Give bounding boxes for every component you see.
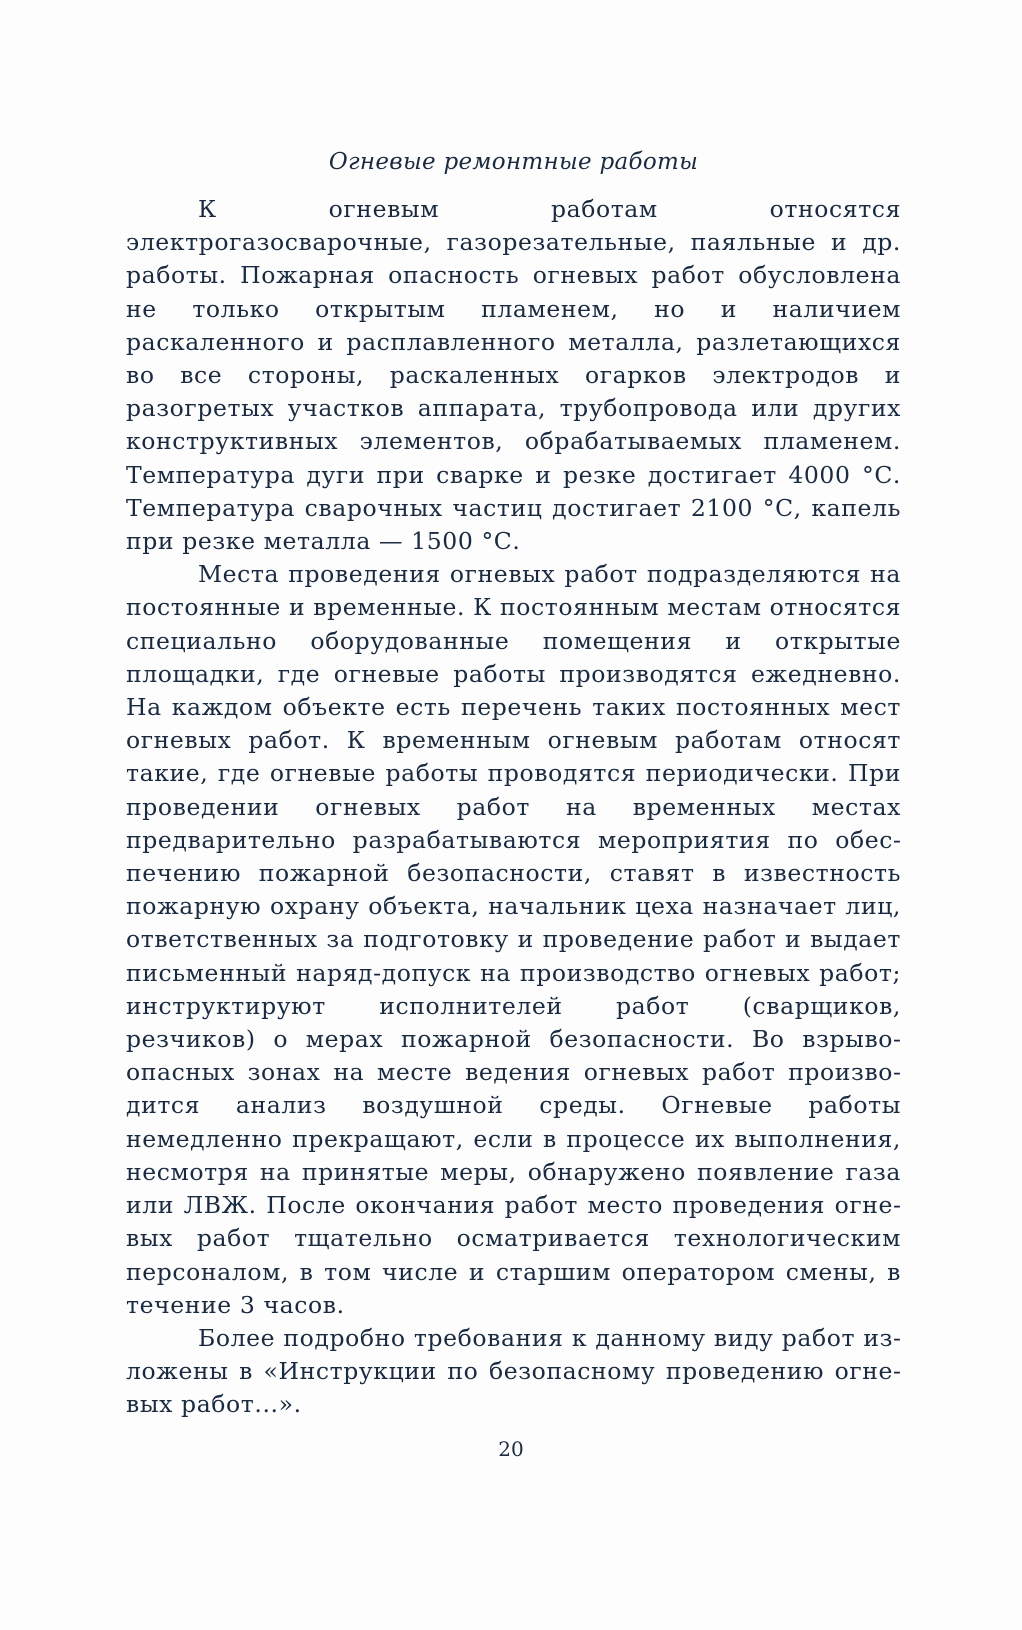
paragraph-work-locations: Места проведения огневых работ подразделяются на постоянные и временные. К постоянным местам относятся специально оборудованные помещения и открытые площадки, где огневые работы производятся ежедневно. На каждом объекте есть перечень таких постоянных мест огневых работ. К временным огневым работам относят такие, где огневые работы проводятся периодически. При проведении огневых работ на временных местах предварительно разрабатываются мероприятия по обеспечению пожарной безопасности, ставят в известность пожарную охрану объекта, начальник цеха назначает лиц, ответственных за подготовку и проведение работ и выдает письменный наряд-допуск на производство огневых работ; инструктируют исполнителей работ (сварщиков, резчиков) о мерах пожарной безопасности. Во взрывоопасных зонах на месте ведения огневых работ производится анализ воздушной среды. Огневые работы немедленно прекращают, если в процессе их выполнения, несмотря на принятые меры, обнаружено появление газа или ЛВЖ. После окончания работ место проведения огневых работ тщательно осматривается технологическим персоналом, в том числе и старшим оператором смены, в течение 3 часов. — [126, 560, 901, 1319]
section-title: Огневые ремонтные работы — [328, 149, 699, 175]
paragraph-fire-works-definition: К огневым работам относятся электрогазосварочные, газорезательные, паяльные и др. работы. Пожарная опасность огневых работ обусловлена не только открытым пламенем, но и наличием раскаленного и расплавленного металла, разлетающихся во все стороны, раскаленных огарков электродов и разогретых участков аппарата, трубопровода или других конструктивных элементов, обрабатываемых пламенем. Температура дуги при сварке и резке достигает 4000 °С. Температура сварочных частиц достигает 2100 °С, капель при резке металла — 1500 °С. — [126, 195, 901, 556]
text-block — [126, 145, 901, 1422]
page-number: 20 — [498, 1437, 524, 1461]
paragraph-instruction-reference: Более подробно требования к данному виду работ изложены в «Инструкции по безопасному проведению огневых работ...». — [126, 1323, 901, 1419]
